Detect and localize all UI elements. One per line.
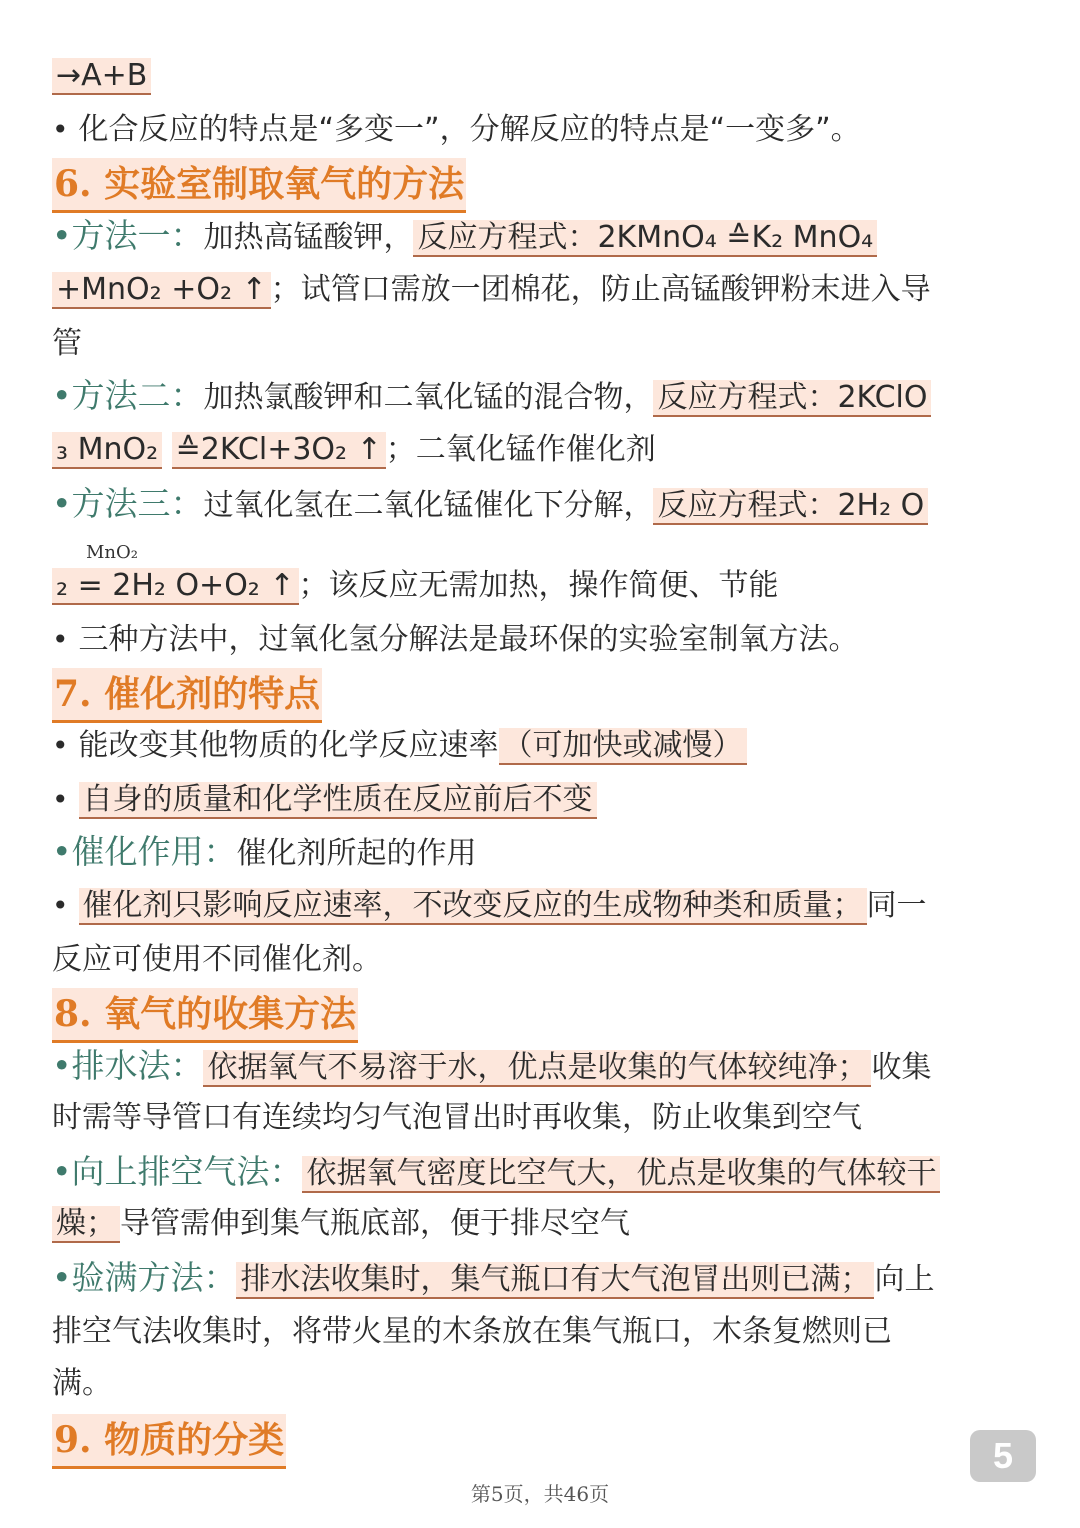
upward-air-text: 导管需伸到集气瓶底部，便于排尽空气 xyxy=(120,1206,630,1241)
method-3-catalyst-label: MnO₂ xyxy=(86,542,138,563)
section-8-heading: 8. 氧气的收集方法 xyxy=(52,988,358,1043)
catalyst-bullet-1-highlight: （可加快或减慢） xyxy=(499,728,747,765)
catalyst-bullet-3-line-2 xyxy=(52,934,1012,986)
method-1-line-2 xyxy=(52,264,1012,316)
catalyst-bullet-3 xyxy=(52,880,1012,932)
method-2-label: •方法二： xyxy=(52,376,204,415)
method-2-note: ；二氧化锰作催化剂 xyxy=(385,432,656,467)
catalyst-bullet-1 xyxy=(52,720,1012,772)
upward-air-label: •向上排空气法： xyxy=(52,1152,303,1191)
water-method-line xyxy=(52,1040,1012,1094)
full-check-line-3 xyxy=(52,1358,1012,1410)
bullet-dot: • xyxy=(52,113,69,146)
catalyst-bullet-1-text: 能改变其他物质的化学反应速率 xyxy=(78,728,499,763)
method-3-note: ；该反应无需加热，操作简便、节能 xyxy=(298,568,779,603)
method-3-equation: 反应方程式：2H₂ O xyxy=(653,488,928,525)
equation-fragment-text: →A+B xyxy=(52,58,151,95)
upward-air-highlight: 依据氧气密度比空气大，优点是收集的气体较干 xyxy=(302,1156,940,1193)
upward-air-line-2 xyxy=(52,1198,1012,1250)
full-check-text-cont: 排空气法收集时，将带火星的木条放在集气瓶口，木条复燃则已 xyxy=(52,1314,892,1349)
catalyst-bullet-2 xyxy=(52,774,1012,826)
water-method-text-cont: 时需等导管口有连续均匀气泡冒出时再收集，防止收集到空气 xyxy=(52,1100,862,1135)
method-1-line-3 xyxy=(52,318,1012,370)
method-1-equation: 反应方程式：2KMnO₄ ≙K₂ MnO₄ xyxy=(413,220,877,257)
method-1-label: •方法一： xyxy=(52,216,204,255)
method-1-note-cont: 管 xyxy=(52,326,82,361)
summary-text: 三种方法中，过氧化氢分解法是最环保的实验室制氧方法。 xyxy=(78,622,859,657)
full-check-text-end: 满。 xyxy=(52,1366,112,1401)
catalyst-bullet-2-highlight: 自身的质量和化学性质在反应前后不变 xyxy=(79,782,597,819)
full-check-line-2 xyxy=(52,1306,1012,1358)
catalysis-text: 催化剂所起的作用 xyxy=(236,836,477,871)
bullet-combine-decompose xyxy=(52,104,1012,156)
page-number-badge: 5 xyxy=(970,1430,1036,1482)
method-2-line-2 xyxy=(52,424,1012,476)
method-3-text: 过氧化氢在二氧化锰催化下分解， xyxy=(203,488,654,523)
method-3-label: •方法三： xyxy=(52,484,204,523)
method-3-equation-cont: ₂ = 2H₂ O+O₂ ↑ xyxy=(52,568,299,605)
summary-line xyxy=(52,614,1012,666)
water-method-highlight: 依据氧气不易溶于水，优点是收集的气体较纯净； xyxy=(203,1050,871,1087)
full-check-text: 向上 xyxy=(874,1262,935,1297)
page-footer: 第5页，共46页 xyxy=(470,1482,610,1506)
method-1-equation-cont: +MnO₂ +O₂ ↑ xyxy=(52,272,271,309)
full-check-line xyxy=(52,1252,1012,1306)
catalysis-label: •催化作用： xyxy=(52,832,237,871)
method-2-equation-cont: ≙2KCl+3O₂ ↑ xyxy=(172,432,386,469)
equation-fragment xyxy=(52,50,1012,102)
method-1-line xyxy=(52,210,1012,264)
water-method-line-2 xyxy=(52,1092,1012,1144)
catalysis-line xyxy=(52,826,1012,880)
method-1-note: ；试管口需放一团棉花，防止高锰酸钾粉末进入导 xyxy=(270,272,931,307)
full-check-label: •验满方法： xyxy=(52,1258,237,1297)
bullet-dot: • xyxy=(52,623,69,656)
section-6-heading: 6. 实验室制取氧气的方法 xyxy=(52,158,466,213)
upward-air-highlight-cont: 燥； xyxy=(52,1206,120,1243)
method-2-text: 加热氯酸钾和二氧化锰的混合物， xyxy=(203,380,654,415)
full-check-highlight: 排水法收集时，集气瓶口有大气泡冒出则已满； xyxy=(236,1262,874,1299)
section-9-heading: 9. 物质的分类 xyxy=(52,1414,286,1469)
upward-air-line xyxy=(52,1146,1012,1200)
section-7-heading: 7. 催化剂的特点 xyxy=(52,668,322,723)
catalyst-bullet-3-text: 同一 xyxy=(866,888,927,923)
method-2-equation: 反应方程式：2KClO xyxy=(653,380,931,417)
water-method-label: •排水法： xyxy=(52,1046,204,1085)
water-method-text: 收集 xyxy=(871,1050,932,1085)
bullet-dot: • xyxy=(52,729,69,762)
catalyst-bullet-3-text-cont: 反应可使用不同催化剂。 xyxy=(52,942,382,977)
combine-decompose-text: 化合反应的特点是“多变一”，分解反应的特点是“一变多”。 xyxy=(78,112,861,147)
method-3-line xyxy=(52,478,1012,532)
bullet-dot: • xyxy=(52,783,69,816)
method-2-equation-catalyst: ₃ MnO₂ xyxy=(52,432,162,469)
catalyst-bullet-3-highlight: 催化剂只影响反应速率，不改变反应的生成物种类和质量； xyxy=(79,888,867,925)
method-2-line xyxy=(52,370,1012,424)
bullet-dot: • xyxy=(52,889,69,922)
method-1-text: 加热高锰酸钾， xyxy=(203,220,414,255)
method-3-line-2 xyxy=(52,560,1012,612)
